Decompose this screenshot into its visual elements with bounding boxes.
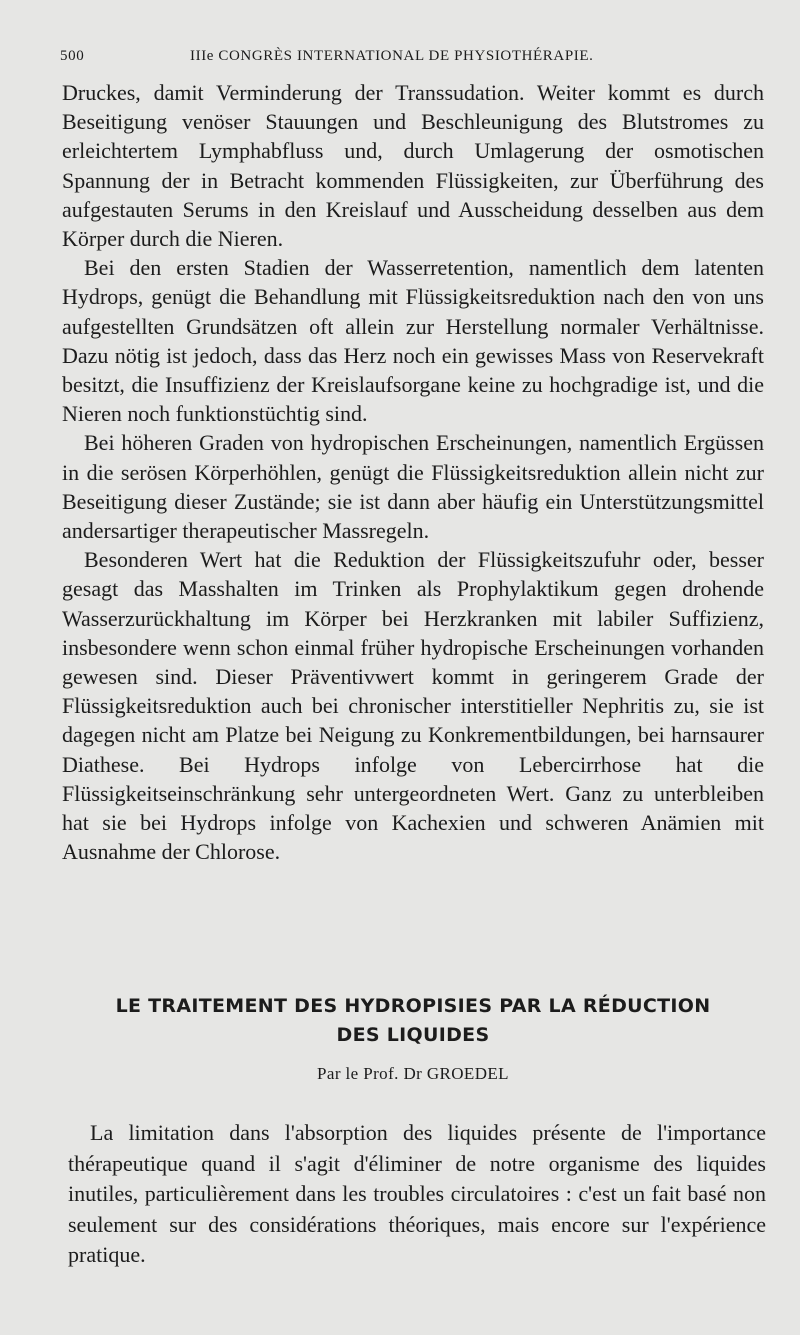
paragraph: Druckes, damit Verminderung der Transsudation. Weiter kommt es durch Beseitigung venöser Stauungen und Beschleunigung des Blutstromes zu erleichtertem Lymphabfluss und, durch Umlagerung der osmotischen Spannung der in Betracht kommenden Flüssigkeiten, zur Überführung des aufgestauten Serums in den Kreislauf und Ausscheidung desselben aus dem Körper durch die Nieren. (62, 80, 764, 252)
article-title-line: DES LIQUIDES (336, 1024, 490, 1046)
article-byline: Par le Prof. Dr GROEDEL (317, 1064, 509, 1083)
paragraph: Bei den ersten Stadien der Wasserretention, namentlich dem latenten Hydrops, genügt die Behandlung mit Flüssigkeitsreduktion nach den von uns aufgestellten Grundsätzen oft allein zur Herstellung normaler Verhältnisse. Dazu nötig ist jedoch, dass das Herz noch ein gewisses Mass von Reservekraft besitzt, die Insuffizienz der Kreislaufsorgane keine zu hochgradige ist, und die Nieren noch funktionstüchtig sind. (62, 255, 764, 427)
running-head-title: IIIe CONGRÈS INTERNATIONAL DE PHYSIOTHÉRAPIE. (190, 48, 594, 64)
page-number: 500 (60, 48, 85, 64)
paragraph: Bei höheren Graden von hydropischen Erscheinungen, namentlich Ergüssen in die serösen Körperhöhlen, genügt die Flüssigkeitsreduktion allein nicht zur Beseitigung dieser Zustände; sie ist dann aber häufig ein Unterstützungsmittel andersartiger therapeutischer Massregeln. (62, 430, 764, 544)
article-title (60, 992, 766, 1050)
article-title-line: LE TRAITEMENT DES HYDROPISIES PAR LA RÉDUCTION (115, 995, 711, 1017)
french-body-text (68, 1118, 766, 1271)
running-head (60, 48, 764, 70)
paragraph: Besonderen Wert hat die Reduktion der Flüssigkeitszufuhr oder, besser gesagt das Masshalten im Trinken als Prophylaktikum gegen drohende Wasserzurückhaltung im Körper bei Herzkranken mit labiler Suffizienz, insbesondere wenn schon einmal früher hydropische Erscheinungen vorhanden gewesen sind. Dieser Präventivwert kommt in geringerem Grade der Flüssigkeitsreduktion auch bei chronischer interstitieller Nephritis zu, sie ist dagegen nicht am Platze bei Neigung zu Konkrementbildungen, bei harnsaurer Diathese. Bei Hydrops infolge von Lebercirrhose hat die Flüssigkeitseinschränkung sehr untergeordneten Wert. Ganz zu unterbleiben hat sie bei Hydrops infolge von Kachexien und schweren Anämien mit Ausnahme der Chlorose. (62, 547, 764, 865)
paragraph: La limitation dans l'absorption des liquides présente de l'importance thérapeutique quand il s'agit d'éliminer de notre organisme des liquides inutiles, particulièrement dans les troubles circulatoires : c'est un fait basé non seulement sur des considérations théoriques, mais encore sur l'expérience pratique. (68, 1120, 766, 1267)
german-body-text (62, 78, 764, 866)
